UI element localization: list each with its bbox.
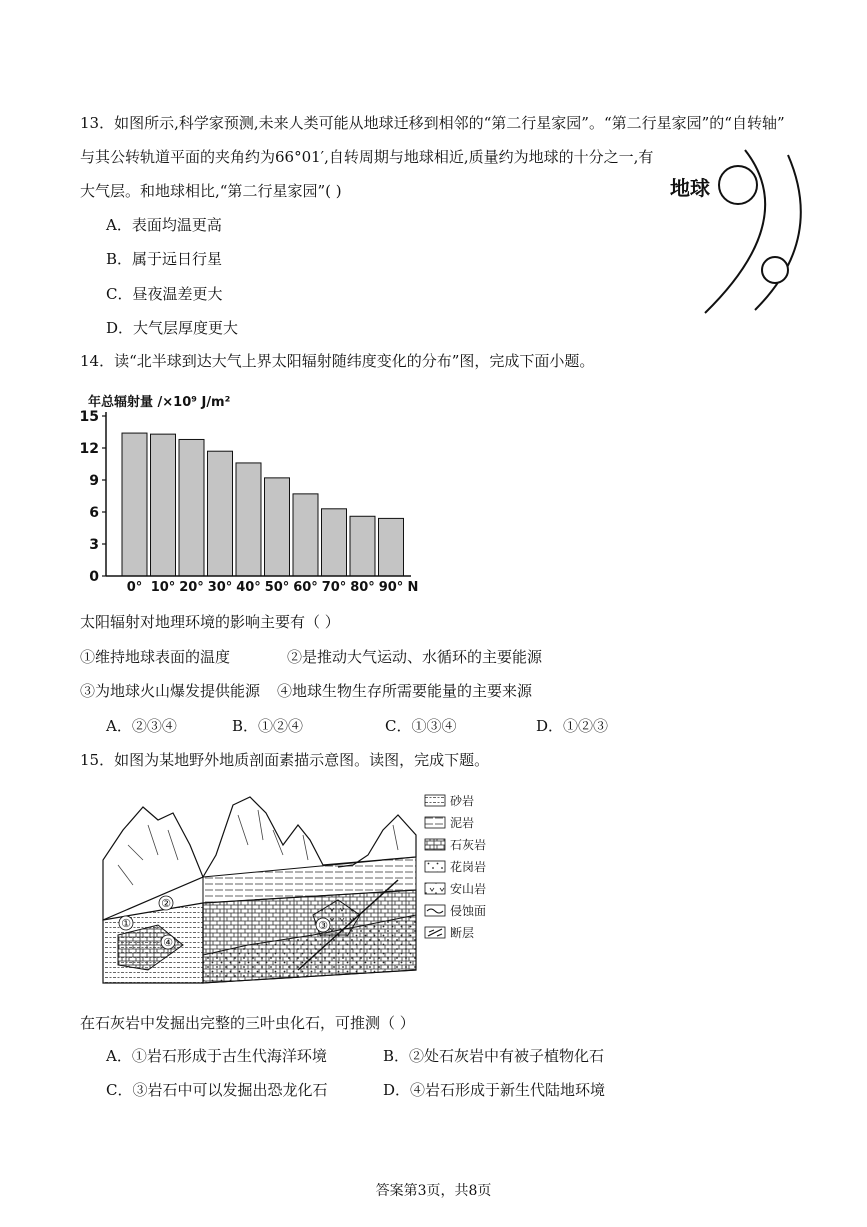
svg-text:泥岩: 泥岩 [450,816,475,830]
q14-statement-2: ②是推动大气运动、水循环的主要能源 [287,648,543,666]
q15-option-c: C．③岩石中可以发掘出恐龙化石 [106,1081,328,1099]
bar [208,451,233,576]
bar [379,518,404,576]
bar [236,463,261,576]
svg-text:侵蚀面: 侵蚀面 [450,904,487,918]
marker-2 [159,896,173,910]
q13-option-d: D．大气层厚度更大 [106,319,239,337]
q13-option-b: B．属于远日行星 [106,250,223,268]
legend [425,793,486,940]
x-axis-suffix: N [407,580,419,593]
x-tick-label: 60° [293,580,318,593]
x-tick-label: 10° [150,580,176,593]
q15-option-b: B．②处石灰岩中有被子植物化石 [383,1047,605,1065]
svg-text:花岗岩: 花岗岩 [450,860,487,874]
bar [179,439,204,576]
y-tick-label: 3 [89,537,99,553]
svg-text:①: ① [121,917,131,930]
q14-stem: 14．读“北半球到达大气上界太阳辐射随纬度变化的分布”图，完成下面小题。 [80,352,595,370]
geologic-section-figure [98,785,498,995]
bar [293,494,318,576]
legend-andesite [425,881,486,896]
x-tick-label: 40° [236,580,261,593]
legend-mudstone [425,815,474,830]
q13-stem-line3: 大气层。和地球相比,“第二行星家园”( ) [80,182,342,200]
svg-text:石灰岩: 石灰岩 [450,838,487,852]
orbit-figure [660,145,810,320]
x-tick-label: 90° [378,580,404,593]
bar [350,516,375,576]
q14-question: 太阳辐射对地理环境的影响主要有（ ） [80,613,340,631]
bar [265,478,290,576]
svg-text:②: ② [161,897,171,910]
legend-sandstone [425,793,474,808]
legend-limestone [425,837,486,852]
q14-option-c: C．①③④ [385,717,457,735]
y-tick-label: 6 [89,505,99,521]
q14-statement-3: ③为地球火山爆发提供能源 [80,682,261,700]
q15-option-d: D．④岩石形成于新生代陆地环境 [383,1081,606,1099]
marker-1 [119,916,133,930]
q14-statement-4: ④地球生物生存所需要能量的主要来源 [277,682,533,700]
q14-option-a: A．②③④ [106,717,177,735]
q15-option-a: A．①岩石形成于古生代海洋环境 [106,1047,327,1065]
marker-3 [316,918,330,932]
q13-stem-line1: 13．如图所示,科学家预测,未来人类可能从地球迁移到相邻的“第二行星家园”。“第二行星家园”的“自转轴” [80,114,785,132]
x-tick-label: 70° [321,580,347,593]
mountain-left [103,807,203,920]
q14-option-d: D．①②③ [536,717,609,735]
q14-option-b: B．①②④ [232,717,304,735]
bar [122,433,147,576]
y-tick-label: 12 [79,441,99,457]
earth-circle [719,166,757,204]
page-footer: 答案第3页，共8页 [375,1183,492,1199]
svg-text:断层: 断层 [450,926,475,940]
earth-label: 地球 [670,176,710,200]
y-tick-label: 0 [89,569,99,585]
x-tick-label: 20° [179,580,204,593]
y-tick-label: 15 [79,409,99,425]
q13-stem-line2: 与其公转轨道平面的夹角约为66°01′,自转周期与地球相近,质量约为地球的十分之一,有 [80,148,654,166]
q13-option-c: C．昼夜温差更大 [106,285,223,303]
marker-4 [161,935,175,949]
svg-text:③: ③ [318,919,328,932]
x-tick-label: 30° [207,580,233,593]
q14-statement-1: ①维持地球表面的温度 [80,648,231,666]
svg-text:④: ④ [163,936,173,949]
legend-fault [425,925,474,940]
q15-stem: 15．如图为某地野外地质剖面素描示意图。读图，完成下题。 [80,751,490,769]
radiation-bar-chart [76,388,426,593]
y-tick-label: 9 [89,473,99,489]
bar [151,434,176,576]
x-tick-label: 50° [264,580,290,593]
bar [322,509,347,576]
q15-question: 在石灰岩中发掘出完整的三叶虫化石，可推测（ ） [80,1014,415,1032]
svg-text:安山岩: 安山岩 [450,882,487,896]
q13-option-a: A．表面均温更高 [106,216,222,234]
second-planet-circle [762,257,788,283]
legend-erosion-surface [425,903,486,918]
chart-title: 年总辐射量 /×10⁹ J/m² [88,395,231,410]
svg-text:砂岩: 砂岩 [450,794,475,808]
planet-orbit [755,155,801,310]
legend-granite [425,859,486,874]
x-tick-label: 0° [126,580,143,593]
x-tick-label: 80° [350,580,375,593]
